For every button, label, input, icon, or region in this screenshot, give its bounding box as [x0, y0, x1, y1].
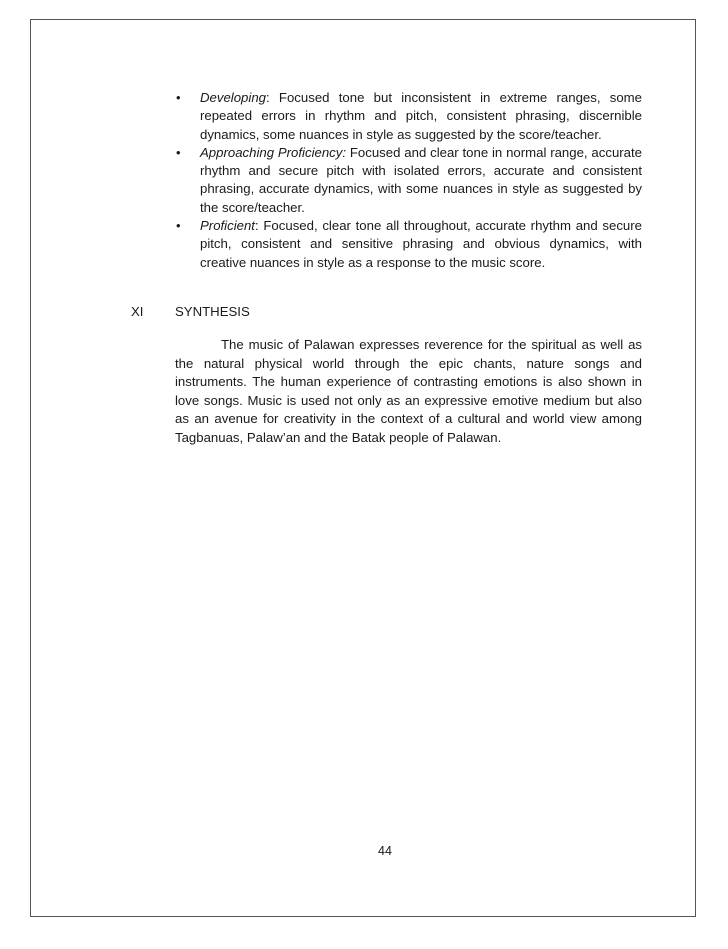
- criteria-separator: :: [254, 218, 259, 234]
- bullet-icon: •: [176, 144, 181, 160]
- section-title: SYNTHESIS: [175, 304, 250, 319]
- criteria-term: Developing: [200, 90, 266, 105]
- bullet-icon: •: [176, 90, 181, 105]
- bullet-icon: •: [176, 218, 181, 234]
- criteria-description: Focused and clear tone in normal range, accurate rhythm and secure pitch with isolated errors, accurate and consistent phrasing, accurate dynamics, with some nuances in style as suggested by the score/teacher.: [200, 144, 643, 215]
- criteria-term: Approaching Proficiency:: [200, 144, 347, 160]
- section-number: XI: [131, 304, 144, 319]
- synthesis-paragraph: The music of Palawan expresses reverence for the spiritual as well as the natural physical world through the epic chants, nature songs and instruments. The human experience of contrasting emotions is also shown in love songs. Music is used not only as an expressive emotive medium but also as an avenue for creativity in the context of a cultural and world view among Tagbanuas, Palaw’an and the Batak people of Palawan.: [175, 337, 642, 445]
- criteria-item-developing: [175, 89, 642, 144]
- criteria-description: Focused tone but inconsistent in extreme ranges, some repeated errors in rhythm and pitch, consistent phrasing, discernible dynamics, some nuances in style as suggested by the score/teacher.: [200, 90, 642, 142]
- criteria-list: [175, 89, 642, 272]
- page-number: 44: [378, 844, 392, 858]
- criteria-item-proficient: [175, 217, 642, 272]
- criteria-term: Proficient: [200, 218, 255, 234]
- criteria-separator: :: [265, 90, 270, 105]
- criteria-description: Focused, clear tone all throughout, accurate rhythm and secure pitch, consistent and sensitive phrasing and obvious dynamics, with creative nuances in style as a response to the music score.: [200, 218, 642, 270]
- criteria-item-approaching-proficiency: [175, 144, 642, 217]
